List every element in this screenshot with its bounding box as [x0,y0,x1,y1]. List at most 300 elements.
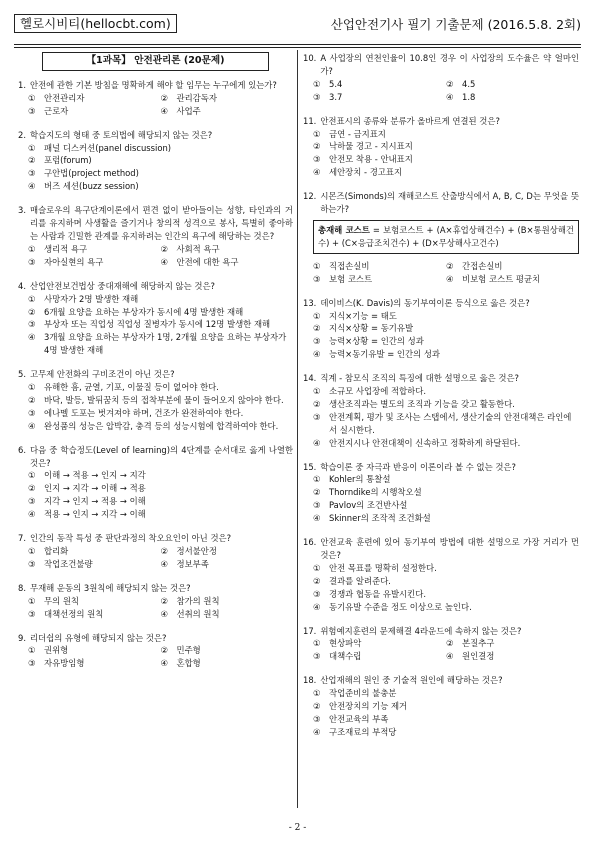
answer-options [18,381,293,433]
option-row [28,595,293,608]
option-row [28,657,293,670]
question-item [303,372,579,449]
answer-option[interactable] [313,322,579,335]
option-marker: ② [313,141,321,152]
option-marker: ③ [28,319,36,330]
option-text: 자유방임형 [44,658,85,669]
answer-option[interactable] [28,306,293,319]
option-marker: ④ [160,658,169,669]
option-marker: ③ [28,105,36,116]
option-marker: ③ [28,256,36,267]
question-number: 4. [18,280,26,291]
answer-options [303,128,579,180]
question-text: 안전교육 훈련에 있어 동기부여 방법에 대한 설명으로 가장 거리가 먼 것은? [320,537,579,560]
option-marker: ③ [313,588,321,599]
option-row [313,78,579,91]
option-row [313,273,579,286]
question-item [303,115,579,180]
question-item [303,625,579,664]
answer-option[interactable] [161,595,294,608]
answer-option[interactable] [28,105,161,118]
question-text: 안전에 관한 기본 방침을 명확하게 해야 할 임무는 누구에게 있는가? [30,79,277,90]
question-item [18,280,293,357]
option-text: 사회적 욕구 [176,243,220,254]
answer-options [18,595,293,621]
answer-option[interactable] [313,91,446,104]
answer-option[interactable] [28,558,161,571]
option-text: 안전관리자 [44,92,85,103]
option-text: 버즈 세션(buzz session) [44,181,139,192]
option-marker: ③ [313,411,321,422]
option-marker: ② [446,260,454,271]
answer-option[interactable] [313,601,579,614]
option-text: 무의 원칙 [44,595,80,606]
question-item [18,582,293,621]
option-marker: ④ [28,420,36,431]
option-marker: ① [313,688,321,699]
option-marker: ① [28,645,36,656]
question-item [18,79,293,118]
question-item [303,536,579,613]
question-number: 16. [303,537,317,548]
option-text: 6개월 요양을 요하는 부상자가 동시에 4명 발생한 재해 [44,306,244,317]
answer-options [18,243,293,269]
option-marker: ④ [313,349,321,360]
option-marker: ① [313,78,321,89]
answer-option[interactable] [313,398,579,411]
option-text: 비보험 코스트 평균치 [462,273,541,284]
answer-option[interactable] [313,512,579,525]
answer-option[interactable] [446,91,579,104]
answer-option[interactable] [313,348,579,361]
answer-option[interactable] [161,657,294,670]
answer-options [18,469,293,521]
option-text: 사업주 [176,105,201,116]
option-text: 결과를 알려준다. [329,575,391,586]
option-marker: ③ [28,558,36,569]
option-marker: ② [28,155,36,166]
question-text: 리더쉽의 유형에 해당되지 않는 것은? [30,632,167,643]
option-text: 작업준비의 불충분 [329,688,397,699]
option-row [28,105,293,118]
question-stem [18,368,293,381]
header-rule [14,44,581,45]
question-item [303,52,579,104]
option-text: 권위형 [44,645,69,656]
option-text: 안전계획, 평가 및 조사는 스탭에서, 생산기술의 안전대책은 라인에서 실시한다. [329,411,572,435]
option-row [28,558,293,571]
right-question-list [303,52,579,739]
question-number: 7. [18,533,26,544]
option-text: 근로자 [44,105,69,116]
option-text: 구조재료의 부적당 [329,726,397,737]
question-number: 11. [303,115,317,126]
question-stem [18,79,293,92]
answer-option[interactable] [161,545,294,558]
option-text: 포럼(forum) [44,155,92,166]
option-text: 패널 디스커션(panel discussion) [44,142,172,153]
question-stem [303,674,579,687]
question-text: 데이비스(K. Davis)의 동기부여이론 등식으로 옳은 것은? [320,297,530,308]
option-marker: ② [28,394,36,405]
formula-box [313,220,579,254]
answer-option[interactable] [313,273,446,286]
answer-option[interactable] [28,142,293,155]
option-marker: ③ [313,91,321,102]
option-text: 참가의 원칙 [176,595,220,606]
question-stem [303,536,579,562]
question-stem [303,297,579,310]
answer-option[interactable] [313,588,579,601]
option-text: 경쟁과 협동을 유발시킨다. [329,588,426,599]
option-text: 정보부족 [176,558,209,569]
option-marker: ① [28,595,36,606]
option-marker: ④ [28,509,36,520]
option-text: 안전 목표를 명확히 설정한다. [329,562,437,573]
answer-option[interactable] [313,335,579,348]
question-number: 9. [18,632,26,643]
answer-option[interactable] [313,562,579,575]
answer-option[interactable] [313,637,446,650]
option-text: 세안장치 - 경고표지 [329,167,403,178]
answer-option[interactable] [28,318,293,331]
answer-option[interactable] [28,420,293,433]
answer-option[interactable] [161,608,294,621]
left-column [18,52,293,681]
option-text: 유해한 흠, 균열, 기포, 이물질 등이 없어야 한다. [44,382,219,393]
question-number: 18. [303,675,317,686]
option-text: 민주형 [176,645,201,656]
option-marker: ④ [446,273,454,284]
question-text: 시몬즈(Simonds)의 재해코스트 산출방식에서 A, B, C, D는 무엇을 뜻하는가? [320,191,579,215]
option-marker: ③ [313,273,321,284]
option-row [28,256,293,269]
option-text: 대책수립 [329,651,362,662]
question-item [18,632,293,671]
question-text: 무재해 운동의 3원칙에 해당되지 않는 것은? [30,582,191,593]
option-marker: ④ [28,332,36,343]
option-marker: ① [28,382,36,393]
option-text: 안전모 착용 - 안내표지 [329,154,413,165]
question-stem [303,115,579,128]
question-stem [18,204,293,243]
option-row [28,608,293,621]
answer-option[interactable] [28,508,293,521]
option-marker: ② [313,701,321,712]
question-item [18,204,293,269]
option-text: 동기유발 수준을 정도 이상으로 높인다. [329,601,472,612]
answer-options [303,637,579,663]
option-text: 구안법(project method) [44,168,139,179]
answer-options [303,260,579,286]
answer-option[interactable] [313,140,579,153]
option-marker: ④ [160,105,169,116]
question-text: 학습이론 중 자극과 반응이 이론이라 볼 수 없는 것은? [320,461,516,472]
option-marker: ③ [28,608,36,619]
site-brand[interactable]: 헬로시비티(hellocbt.com) [14,14,177,33]
question-number: 8. [18,582,26,593]
option-marker: ④ [446,651,454,662]
answer-options [18,545,293,571]
answer-option[interactable] [313,700,579,713]
option-text: 인지 → 지각 → 이해 → 적용 [44,483,146,494]
option-text: 바닥, 발등, 발뒤꿈치 등의 접착부분에 물이 들어오지 않아야 한다. [44,394,284,405]
question-stem [18,129,293,142]
page-number: - 2 - [288,823,307,833]
option-row [313,260,579,273]
answer-option[interactable] [446,637,579,650]
answer-option[interactable] [28,469,293,482]
answer-option[interactable] [28,180,293,193]
option-text: 능력×상황 = 인간의 성과 [329,336,424,347]
option-row [28,644,293,657]
question-stem [303,372,579,385]
answer-options [18,293,293,358]
exam-title: 산업안전기사 필기 기출문제 (2016.5.8. 2회) [330,17,581,32]
option-marker: ③ [313,336,321,347]
answer-option[interactable] [313,411,579,437]
answer-option[interactable] [28,381,293,394]
option-text: 3.7 [329,91,343,102]
option-marker: ① [28,142,36,153]
question-number: 15. [303,461,317,472]
option-marker: ① [313,386,321,397]
option-marker: ② [446,638,454,649]
question-number: 13. [303,297,317,308]
answer-option[interactable] [28,644,161,657]
answer-option[interactable] [28,595,161,608]
answer-options [18,142,293,194]
answer-option[interactable] [28,256,161,269]
answer-option[interactable] [313,128,579,141]
option-marker: ① [313,474,321,485]
question-stem [303,190,579,216]
option-text: 본질추구 [462,638,495,649]
question-text: 인간의 동작 특성 중 판단과정의 착오요인이 아닌 것은? [30,533,232,544]
option-text: 5.4 [329,78,343,89]
question-item [303,674,579,739]
option-marker: ① [313,128,321,139]
answer-options [303,473,579,525]
option-row [313,637,579,650]
question-stem [18,444,293,470]
option-text: 안전장치의 기능 제거 [329,701,408,712]
answer-options [18,92,293,118]
answer-option[interactable] [313,575,579,588]
answer-option[interactable] [28,154,293,167]
option-row [28,92,293,105]
option-marker: ② [160,645,169,656]
option-text: Kohler의 통찰설 [329,474,391,485]
question-number: 1. [18,79,26,90]
question-stem [303,625,579,638]
option-row [28,243,293,256]
answer-option[interactable] [446,273,579,286]
answer-option[interactable] [313,650,446,663]
answer-option[interactable] [161,256,294,269]
option-text: 간접손실비 [462,260,503,271]
answer-option[interactable] [313,486,579,499]
option-marker: ② [313,487,321,498]
answer-option[interactable] [161,92,294,105]
answer-option[interactable] [446,78,579,91]
question-text: 학습지도의 형태 중 토의법에 해당되지 않는 것은? [30,129,213,140]
answer-option[interactable] [446,260,579,273]
answer-option[interactable] [28,243,161,256]
option-text: 사망자가 2명 발생한 재해 [44,293,139,304]
option-row [28,545,293,558]
option-text: 선취의 원칙 [176,608,220,619]
question-stem [18,280,293,293]
option-marker: ① [313,260,321,271]
option-marker: ① [28,546,36,556]
option-marker: ① [28,243,36,254]
answer-option[interactable] [28,545,161,558]
option-marker: ② [313,575,321,586]
option-text: 안전교육의 부족 [329,713,389,724]
page-header [14,8,581,44]
option-row [313,650,579,663]
answer-option[interactable] [28,167,293,180]
option-text: 소규모 사업장에 적합하다. [329,386,426,397]
option-text: Skinner의 조작적 조건화설 [329,513,431,524]
question-item [303,461,579,526]
question-number: 10. [303,53,317,63]
option-text: 현상파악 [329,638,362,649]
option-marker: ④ [160,256,169,267]
option-marker: ③ [313,713,321,724]
option-text: 완성품의 성능은 압박감, 충격 등의 성능시험에 합격하여야 한다. [44,420,279,431]
option-text: 부상자 또는 직업성 직업성 질병자가 동시에 12명 발생한 재해 [44,319,271,330]
option-text: 혼합형 [176,658,201,669]
question-text: 고무제 안전화의 구비조건이 아닌 것은? [30,369,175,380]
answer-option[interactable] [313,153,579,166]
question-text: 안전표시의 종류와 분류가 올바르게 연결된 것은? [320,115,500,126]
question-stem [303,461,579,474]
question-text: 다음 중 학습정도(Level of learning)의 4단계를 순서대로 옳게 나열한 것은? [30,444,293,468]
answer-option[interactable] [28,608,161,621]
option-text: 적용 → 인지 → 지각 → 이해 [44,509,146,520]
answer-option[interactable] [313,713,579,726]
answer-option[interactable] [313,473,579,486]
option-row [313,91,579,104]
question-item [18,129,293,194]
answer-option[interactable] [28,293,293,306]
option-marker: ④ [313,437,321,448]
left-question-list [18,79,293,670]
question-number: 2. [18,129,26,140]
answer-option[interactable] [313,260,446,273]
answer-option[interactable] [28,495,293,508]
option-marker: ④ [313,167,321,178]
option-marker: ② [313,398,321,409]
answer-option[interactable] [161,558,294,571]
answer-option[interactable] [313,437,579,450]
option-text: 지식×기능 = 태도 [329,310,397,321]
answer-option[interactable] [446,650,579,663]
option-marker: ④ [160,608,169,619]
option-text: 정서불안정 [176,546,217,556]
answer-option[interactable] [313,166,579,179]
answer-option[interactable] [28,657,161,670]
option-text: 1.8 [462,91,476,102]
answer-option[interactable] [28,92,161,105]
question-stem [18,582,293,595]
answer-option[interactable] [313,687,579,700]
option-text: 합리화 [44,546,69,556]
question-item [303,297,579,362]
column-divider [297,50,298,808]
answer-option[interactable] [28,482,293,495]
option-marker: ① [313,310,321,321]
option-marker: ② [160,595,169,606]
option-marker: ④ [313,513,321,524]
answer-option[interactable] [313,726,579,739]
option-marker: ④ [313,601,321,612]
answer-option[interactable] [161,644,294,657]
answer-option[interactable] [28,407,293,420]
answer-options [18,644,293,670]
answer-option[interactable] [161,243,294,256]
question-stem [18,632,293,645]
option-marker: ① [313,638,321,649]
question-stem [18,532,293,545]
formula-label: 총재해 코스트 [318,224,370,235]
right-column [303,52,579,750]
option-text: 낙하물 경고 - 지시표지 [329,141,413,152]
option-marker: ② [28,483,36,494]
option-text: 자아실현의 욕구 [44,256,104,267]
option-text: 금연 - 금지표지 [329,128,386,139]
option-marker: ② [160,546,169,556]
section-title: 【1과목】 안전관리론 (20문제) [42,52,269,71]
option-marker: ② [313,323,321,334]
answer-option[interactable] [313,385,579,398]
question-text: 위험예지훈련의 문제해결 4라운드에 속하지 않는 것은? [320,625,522,636]
question-number: 17. [303,625,317,636]
answer-option[interactable] [28,331,293,357]
option-text: 안전지시나 안전대책이 신속하고 정확하게 하달된다. [329,437,521,448]
option-text: Pavlov의 조건반사설 [329,500,408,511]
question-text: 산업재해의 원인 중 기술적 원인에 해당하는 것은? [320,675,503,686]
answer-option[interactable] [313,310,579,323]
question-number: 14. [303,373,317,384]
option-marker: ③ [313,651,321,662]
answer-option[interactable] [313,78,446,91]
question-number: 12. [303,191,317,202]
formula-text: = 보험코스트 + (A×휴업상해건수) + (B×통원상해건수) + (C×응급조치건수) + (D×무상해사고건수) [318,224,574,248]
option-marker: ③ [28,168,36,179]
answer-option[interactable] [161,105,294,118]
option-text: 원인결정 [462,651,495,662]
header-rule-thin [14,47,581,48]
option-text: 생리적 욕구 [44,243,88,254]
option-text: 지식×상황 = 동기유발 [329,323,414,334]
question-item [303,190,579,285]
answer-option[interactable] [313,499,579,512]
question-item [18,368,293,433]
question-text: 매슬로우의 욕구단계이론에서 편견 없이 받아들이는 성향, 타인과의 거리를 유지하며 사생활을 즐기거나 창의적 성격으로 봉사, 특별히 좋아하는 사람과 긴밀한 관계를 유지하려는 인간의 욕구에 해당하는 것은? [30,205,293,241]
answer-options [303,310,579,362]
answer-option[interactable] [28,394,293,407]
option-text: 관리감독자 [176,92,217,103]
question-text: 직계 - 참모식 조직의 특징에 대한 설명으로 옳은 것은? [320,373,519,384]
option-marker: ④ [313,726,321,737]
option-marker: ④ [28,181,36,192]
option-text: 안전에 대한 욕구 [176,256,239,267]
option-text: Thorndike의 시행착오설 [329,487,422,498]
option-text: 작업조건불량 [44,558,93,569]
